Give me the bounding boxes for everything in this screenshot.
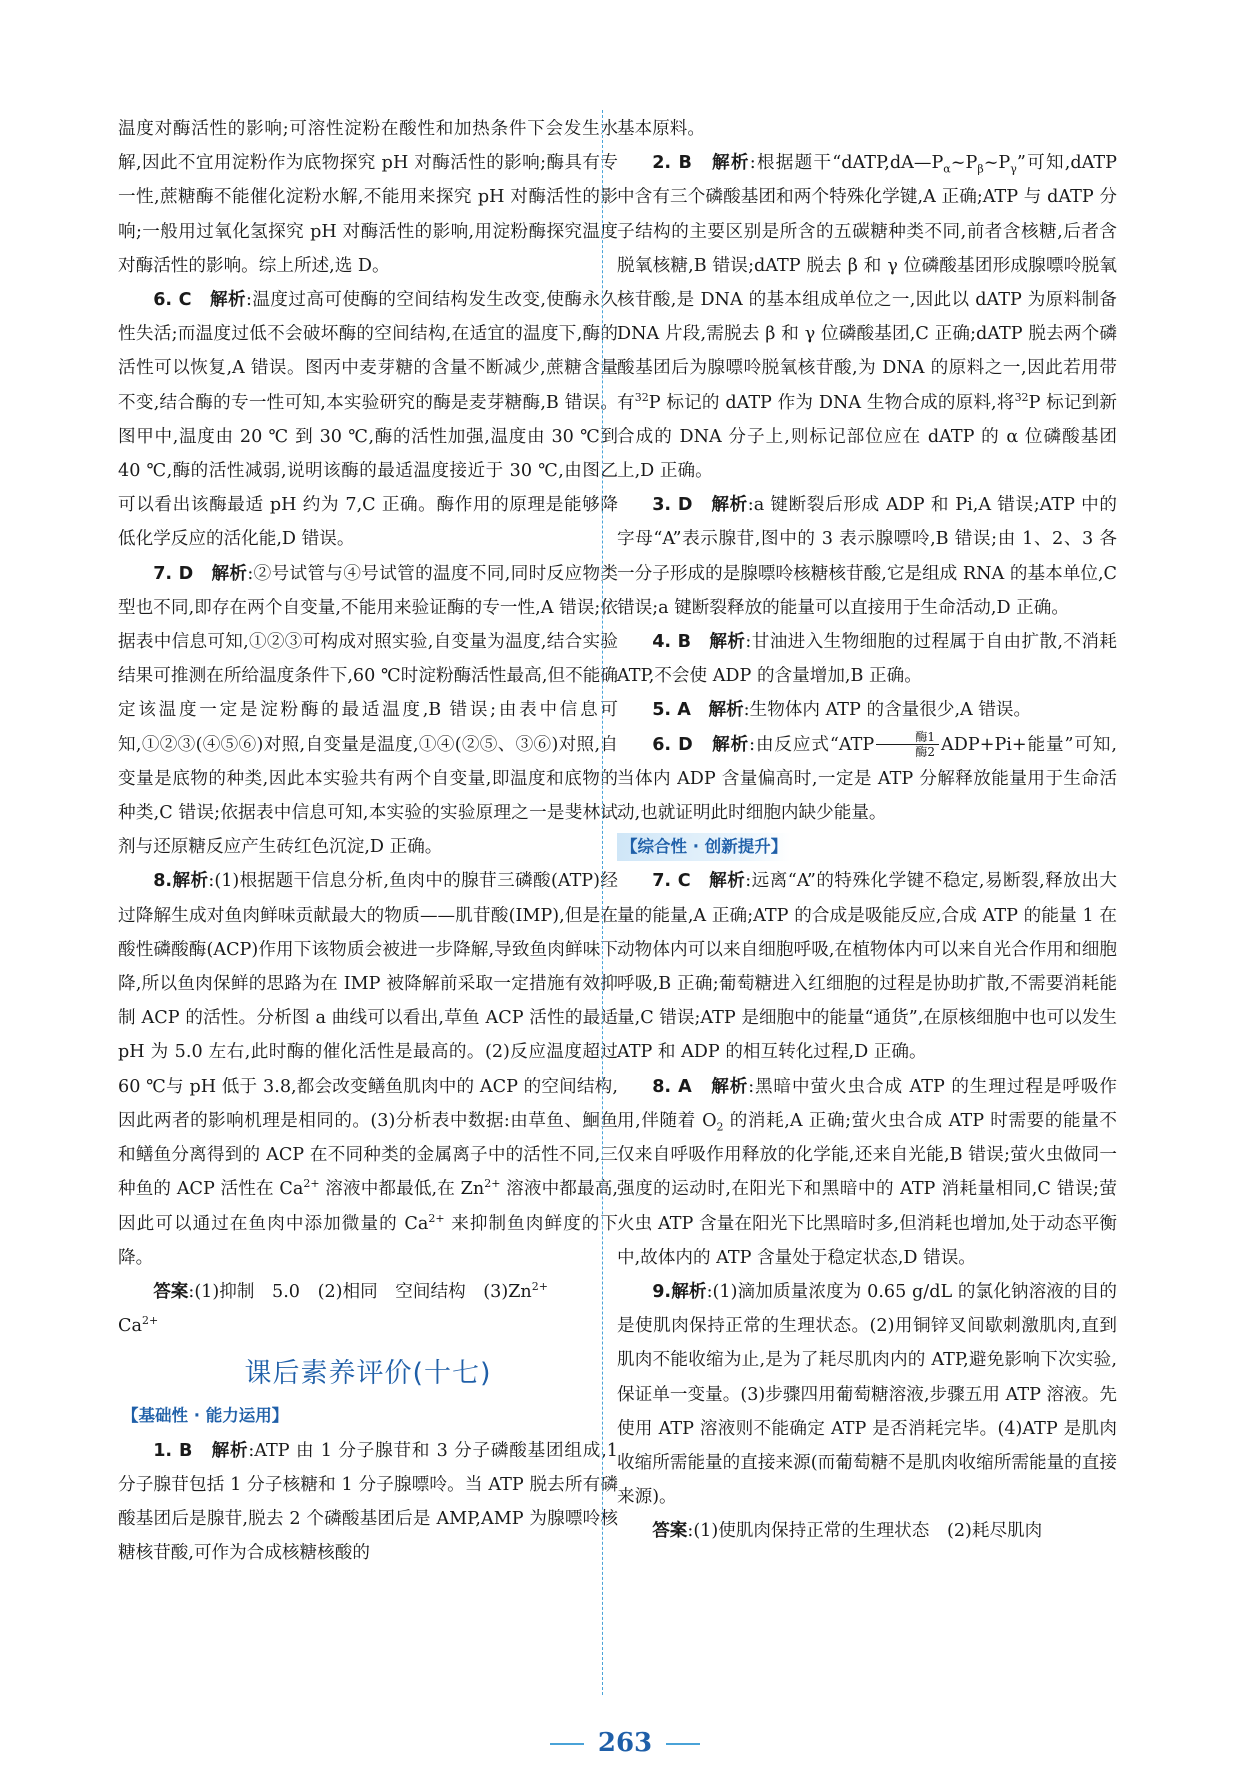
question-number: 3. D (652, 495, 693, 516)
section-banner-basic: 【基础性 · 能力运用】 (122, 1406, 289, 1426)
analysis-text: :②号试管与④号试管的温度不同,同时反应物类型也不同,即存在两个自变量,不能用来验证酶的专一性,A 错误;依据表中信息可知,①②③可构成对照实验,自变量为温度,结合实验结果可推测在所给温度条件下,60 ℃时淀粉酶活性最高,但不能确定该温度一定是淀粉酶的最适温度,B 错误;由表中信息可知,①②③(④⑤⑥)对照,自变量是温度,①④(②⑤、③⑥)对照,自变量是底物的种类,因此本实验共有两个自变量,即温度和底物的种类,C 错误;依据表中信息可知,本实验的实验原理之一是斐林试剂与还原糖反应产生砖红色沉淀,D 正确。 (118, 563, 618, 858)
question-number: 6. C (153, 290, 192, 311)
question-number: 8. (153, 871, 173, 892)
superscript: 2+ (428, 1211, 445, 1225)
analysis-label: 解析 (671, 1281, 707, 1302)
superscript: 2+ (303, 1177, 320, 1191)
page-number-rule-right (666, 1743, 700, 1745)
answer-label: 答案 (153, 1281, 189, 1302)
analysis-text: :(1)根据题干信息分析,鱼肉中的腺苷三磷酸(ATP)经过降解生成对鱼肉鲜味贡献最大的物质——肌苷酸(IMP),但是在酸性磷酸酶(ACP)作用下该物质会被进一步降解,导致鱼肉鲜味下降,所以鱼肉保鲜的思路为在 IMP 被降解前采取一定措施有效抑制 ACP 的活性。分析图 a 曲线可以看出,草鱼 ACP 活性的最适 pH 为 5.0 左右,此时酶的催化活性是最高的。(2)反应温度超过 60 ℃与 pH 低于 3.8,都会改变鳝鱼肌肉中的 ACP 的空间结构,因此两者的影响机理是相同的。(3)分析表中数据:由草鱼、鮰鱼和鳝鱼分离得到的 ACP 在不同种类的金属离子中的活性不同,三种鱼的 ACP 活性在 Ca (118, 871, 618, 1200)
question-8 (617, 1070, 1117, 1275)
question-number: 9. (652, 1281, 672, 1302)
analysis-text: :远离“A”的特殊化学键不稳定,易断裂,释放出大量的能量,A 正确;ATP 的合成是吸能反应,合成 ATP 的能量 1 在动物体内可以来自细胞呼吸,在植物体内可以来自光合作用和细胞呼吸,B 正确;葡萄糖进入红细胞的过程是协助扩散,不需要消耗能量,C 错误;ATP 是细胞中的能量“通货”,在原核细胞中也可以发生 ATP 和 ADP 的相互转化过程,D 正确。 (617, 871, 1117, 1063)
analysis-label: 解析 (211, 563, 248, 584)
answer-8-continued (118, 1309, 618, 1343)
enzyme-2-label: 酶2 (915, 745, 936, 760)
enzyme-1-label: 酶1 (876, 730, 939, 745)
left-column (118, 112, 618, 1570)
analysis-text: :生物体内 ATP 的含量很少,A 错误。 (743, 700, 1032, 721)
superscript: 32 (634, 390, 649, 404)
question-6 (118, 283, 618, 557)
analysis-text: 溶液中都最低,在 Zn (319, 1179, 485, 1200)
subscript: 2 (716, 1120, 724, 1134)
paragraph-continued: 基本原料。 (617, 119, 705, 139)
question-4 (617, 625, 1117, 693)
analysis-text: ~P (950, 153, 978, 174)
superscript: 2+ (531, 1280, 548, 1294)
analysis-label: 解析 (709, 632, 746, 653)
question-2 (617, 146, 1117, 488)
question-6 (617, 728, 1117, 831)
column-divider (602, 110, 603, 1695)
question-3 (617, 488, 1117, 625)
analysis-text: ADP+Pi+能量”可知,当体内 ADP 含量偏高时,一定是 ATP 分解释放能量用于生命活动,也就证明此时细胞内缺少能量。 (617, 734, 1117, 824)
question-number: 2. B (652, 153, 692, 174)
question-1 (118, 1434, 618, 1571)
analysis-text: ”可知,dATP 中含有三个磷酸基团和两个特殊化学键,A 正确;ATP 与 dATP 分子结构的主要区别是所含的五碳糖种类不同,前者含核糖,后者含脱氧核糖,B 错误;dATP 脱去 β 和 γ 位磷酸基团形成腺嘌呤脱氧核苷酸,是 DNA 的基本组成单位之一,因此以 dATP 为原料制备 DNA 片段,需脱去 β 和 γ 位磷酸基团,C 正确;dATP 脱去两个磷酸基团后为腺嘌呤脱氧核苷酸,为 DNA 的原料之一,因此若用带有 (617, 153, 1117, 413)
analysis-text: :根据题干“dATP,dA—P (749, 153, 944, 174)
question-9 (617, 1275, 1117, 1514)
right-column (617, 112, 1117, 1549)
subscript: β (977, 162, 984, 176)
superscript: 32 (1014, 390, 1029, 404)
analysis-text: :a 键断裂后形成 ADP 和 Pi,A 错误;ATP 中的字母“A”表示腺苷,图中的 3 表示腺嘌呤,B 错误;由 1、2、3 各一分子形成的是腺嘌呤核糖核苷酸,它是组成 RNA 的基本单位,C 错误;a 键断裂释放的能量可以直接用于生命活动,D 正确。 (617, 495, 1117, 618)
question-number: 5. A (652, 700, 691, 721)
subscript: γ (1010, 162, 1017, 176)
analysis-text: :(1)滴加质量浓度为 0.65 g/dL 的氯化钠溶液的目的是使肌肉保持正常的生理状态。(2)用铜锌叉间歇刺激肌肉,直到肌肉不能收缩为止,是为了耗尽肌肉内的 ATP,避免影响下次实验,保证单一变量。(3)步骤四用葡萄糖溶液,步骤五用 ATP 溶液。先使用 ATP 溶液则不能确定 ATP 是否消耗完毕。(4)ATP 是肌肉收缩所需能量的直接来源(而葡萄糖不是肌肉收缩所需能量的直接来源)。 (617, 1281, 1117, 1508)
analysis-label: 解析 (712, 734, 750, 755)
question-7 (118, 557, 618, 865)
answer-text: :(1)使肌肉保持正常的生理状态 (2)耗尽肌肉 (687, 1521, 1043, 1542)
analysis-text: 来抑制鱼肉鲜度的下降。 (118, 1213, 619, 1268)
question-number: 7. D (153, 563, 194, 584)
analysis-text: :由反应式“ATP (749, 734, 875, 755)
analysis-label: 解析 (708, 700, 744, 721)
analysis-text: :黑暗中萤火虫合成 ATP 的生理过程是呼吸作用,伴随着 O (617, 1076, 1117, 1131)
analysis-label: 解析 (709, 871, 746, 892)
page-number (0, 1728, 1250, 1758)
question-number: 4. B (652, 632, 692, 653)
question-8 (118, 864, 618, 1274)
analysis-label: 解析 (209, 290, 246, 311)
question-5 (617, 693, 1117, 727)
analysis-text: 溶液中都最高,因此可以通过在鱼肉中添加微量的 Ca (118, 1179, 618, 1234)
section-banner-comprehensive: 【综合性 · 创新提升】 (617, 833, 791, 861)
reaction-arrow (876, 730, 939, 759)
page-number-rule-left (550, 1743, 584, 1745)
answer-label: 答案 (652, 1521, 688, 1542)
analysis-text: ~P (983, 153, 1011, 174)
analysis-text: :温度过高可使酶的空间结构发生改变,使酶永久性失活;而温度过低不会破坏酶的空间结构,在适宜的温度下,酶的活性可以恢复,A 错误。图丙中麦芽糖的含量不断减少,蔗糖含量不变,结合酶的专一性可知,本实验研究的酶是麦芽糖酶,B 错误。图甲中,温度由 20 ℃ 到 30 ℃,酶的活性加强,温度由 30 ℃到 40 ℃,酶的活性减弱,说明该酶的最适温度接近于 30 ℃,由图乙可以看出该酶最适 pH 约为 7,C 正确。酶作用的原理是能够降低化学反应的活化能,D 错误。 (118, 290, 618, 550)
analysis-text: P 标记到新合成的 DNA 分子上,则标记部位应在 dATP 的 α 位磷酸基团上,D 正确。 (617, 392, 1117, 482)
answer-9 (617, 1514, 1117, 1548)
question-number: 1. B (153, 1440, 193, 1461)
analysis-label: 解析 (711, 1076, 749, 1097)
question-7 (617, 864, 1117, 1069)
page-number-text: 263 (597, 1728, 653, 1758)
analysis-text: :ATP 由 1 分子腺苷和 3 分子磷酸基团组成,1 分子腺苷包括 1 分子核糖和 1 分子腺嘌呤。当 ATP 脱去所有磷酸基团后是腺苷,脱去 2 个磷酸基团后是 AMP,AMP 为腺嘌呤核糖核苷酸,可作为合成核糖核酸的 (118, 1440, 618, 1564)
question-number: 8. A (652, 1076, 692, 1097)
analysis-text: 的消耗,A 正确;萤火虫合成 ATP 时需要的能量不仅来自呼吸作用释放的化学能,还来自光能,B 错误;萤火虫做同一强度的运动时,在阳光下和黑暗中的 ATP 消耗量相同,C 错误;萤火虫 ATP 含量在阳光下比黑暗时多,但消耗也增加,处于动态平衡中,故体内的 ATP 含量处于稳定状态,D 错误。 (617, 1110, 1117, 1268)
question-number: 6. D (652, 734, 693, 755)
analysis-label: 解析 (712, 153, 750, 174)
superscript: 2+ (141, 1314, 159, 1328)
question-number: 7. C (652, 871, 691, 892)
answer-text: :(1)抑制 5.0 (2)相同 空间结构 (3)Zn (188, 1281, 532, 1302)
analysis-text: :甘油进入生物细胞的过程属于自由扩散,不消耗 ATP,不会使 ADP 的含量增加,B 正确。 (617, 632, 1117, 687)
analysis-text: P 标记的 dATP 作为 DNA 生物合成的原料,将 (648, 392, 1015, 413)
analysis-label: 解析 (211, 1440, 249, 1461)
subscript: α (943, 162, 951, 176)
answer-text: Ca (118, 1316, 142, 1337)
analysis-label: 解析 (172, 871, 209, 892)
superscript: 2+ (484, 1177, 501, 1191)
paragraph-continued: 温度对酶活性的影响;可溶性淀粉在酸性和加热条件下会发生水解,因此不宜用淀粉作为底物探究 pH 对酶活性的影响;酶具有专一性,蔗糖酶不能催化淀粉水解,不能用来探究 pH 对酶活性的影响;一般用过氧化氢探究 pH 对酶活性的影响,用淀粉酶探究温度对酶活性的影响。综上所述,选 D。 (118, 119, 618, 276)
answer-8 (118, 1275, 618, 1309)
analysis-label: 解析 (711, 495, 748, 516)
section-title: 课后素养评价(十七) (244, 1358, 492, 1390)
